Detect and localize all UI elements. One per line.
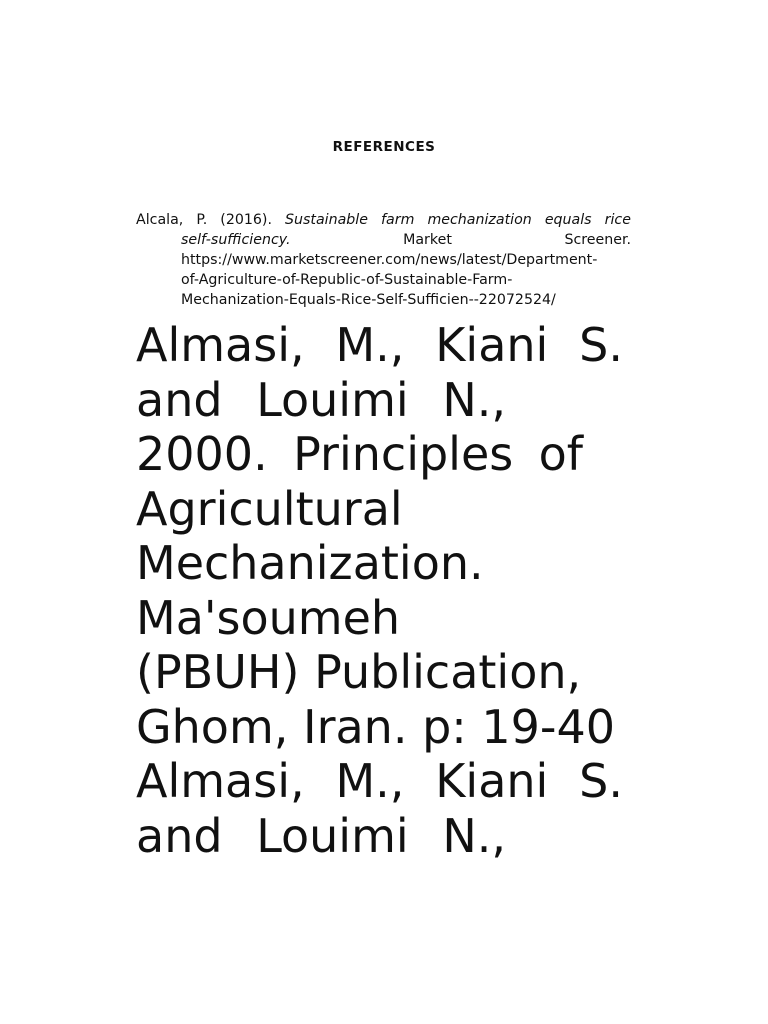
reference-line — [136, 700, 636, 755]
reference-word: Kiani — [435, 318, 549, 372]
reference-title-word: farm — [381, 212, 415, 228]
reference-word: N., — [442, 808, 506, 863]
reference-word: N., — [442, 372, 506, 427]
reference-entry-alcala — [136, 210, 631, 310]
reference-title-word: Sustainable — [285, 212, 368, 228]
reference-line — [136, 230, 631, 250]
reference-word: of — [538, 427, 583, 481]
reference-url-line: of-Agriculture-of-Republic-of-Sustainable-Farm- — [181, 272, 513, 288]
reference-word: Kiani — [435, 754, 549, 808]
reference-word: Principles — [293, 427, 514, 481]
reference-line — [136, 318, 623, 373]
reference-word: 2000. — [136, 427, 268, 481]
reference-word: Louimi — [256, 808, 409, 863]
reference-url-line: Mechanization-Equals-Rice-Self-Sufficien--22072524/ — [181, 292, 556, 308]
reference-word: Mechanization. — [136, 536, 484, 590]
reference-word: and — [136, 372, 223, 427]
reference-line — [136, 373, 506, 428]
reference-word: M., — [335, 318, 405, 372]
reference-word: M., — [335, 754, 405, 808]
reference-url-line: https://www.marketscreener.com/news/latest/Department- — [181, 252, 598, 268]
reference-title-word: mechanization — [427, 212, 532, 228]
reference-title-word: equals — [544, 212, 592, 228]
reference-line — [136, 210, 631, 230]
reference-word: S. — [579, 754, 623, 808]
reference-word: and — [136, 808, 223, 863]
reference-word: Agricultural — [136, 481, 403, 536]
reference-title-word: self-sufficiency. — [181, 232, 291, 248]
reference-line — [136, 482, 636, 537]
reference-text: Ghom, Iran. p: 19-40 — [136, 699, 616, 754]
reference-text: (PBUH) Publication, — [136, 645, 582, 699]
reference-word: Ma'soumeh — [136, 590, 401, 645]
reference-word: Almasi, — [136, 318, 305, 372]
reference-word: Alcala, — [136, 212, 184, 228]
reference-word: (2016). — [220, 212, 272, 228]
reference-source-word: Screener. — [564, 232, 631, 248]
reference-word: Almasi, — [136, 754, 305, 808]
reference-line — [136, 427, 583, 482]
reference-line — [136, 536, 636, 591]
reference-word: S. — [579, 318, 623, 372]
reference-source-word: Market — [403, 232, 452, 248]
reference-line — [136, 809, 506, 864]
reference-word: P. — [196, 212, 208, 228]
reference-title-word: rice — [604, 212, 631, 228]
reference-line — [136, 754, 623, 809]
reference-line — [136, 645, 636, 700]
reference-word: Louimi — [256, 372, 409, 427]
page-title: REFERENCES — [332, 139, 436, 155]
reference-entry-almasi — [136, 318, 636, 863]
reference-line — [136, 591, 636, 646]
